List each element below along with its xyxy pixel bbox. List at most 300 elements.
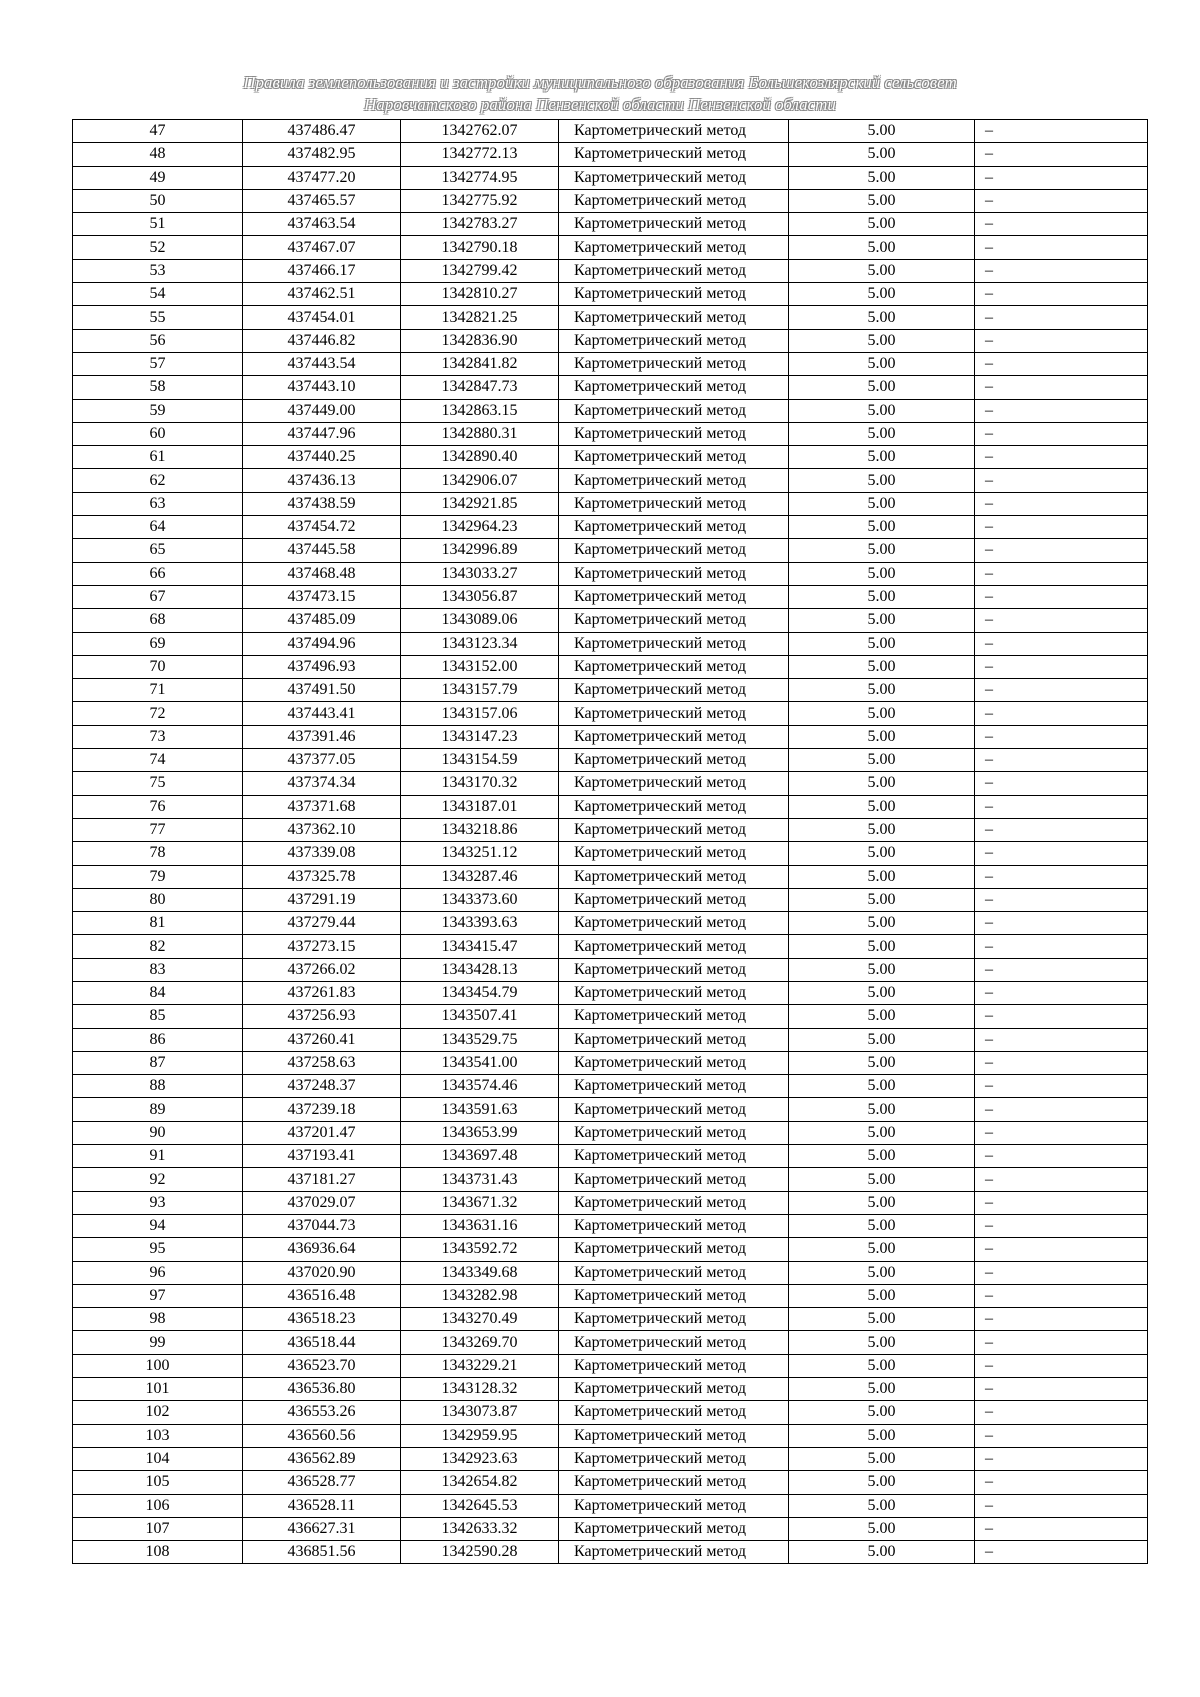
method-cell: Картометрический метод (559, 399, 789, 422)
table-row (73, 120, 1148, 143)
description-cell: – (975, 1331, 1148, 1354)
method-cell: Картометрический метод (559, 376, 789, 399)
table-row (73, 539, 1148, 562)
method-cell: Картометрический метод (559, 888, 789, 911)
method-cell: Картометрический метод (559, 842, 789, 865)
point-number-cell: 58 (73, 376, 243, 399)
table-row (73, 912, 1148, 935)
x-coordinate-cell: 437466.17 (243, 259, 401, 282)
method-cell: Картометрический метод (559, 1261, 789, 1284)
y-coordinate-cell: 1343154.59 (401, 749, 559, 772)
description-cell: – (975, 1447, 1148, 1470)
table-row (73, 1075, 1148, 1098)
y-coordinate-cell: 1343415.47 (401, 935, 559, 958)
accuracy-cell: 5.00 (789, 935, 975, 958)
description-cell: – (975, 399, 1148, 422)
description-cell: – (975, 1168, 1148, 1191)
y-coordinate-cell: 1343393.63 (401, 912, 559, 935)
method-cell: Картометрический метод (559, 1541, 789, 1564)
method-cell: Картометрический метод (559, 912, 789, 935)
point-number-cell: 57 (73, 352, 243, 375)
method-cell: Картометрический метод (559, 795, 789, 818)
accuracy-cell: 5.00 (789, 1494, 975, 1517)
x-coordinate-cell: 437260.41 (243, 1028, 401, 1051)
table-row (73, 422, 1148, 445)
y-coordinate-cell: 1342906.07 (401, 469, 559, 492)
x-coordinate-cell: 437494.96 (243, 632, 401, 655)
point-number-cell: 104 (73, 1447, 243, 1470)
point-number-cell: 62 (73, 469, 243, 492)
method-cell: Картометрический метод (559, 1214, 789, 1237)
point-number-cell: 90 (73, 1121, 243, 1144)
method-cell: Картометрический метод (559, 1168, 789, 1191)
point-number-cell: 52 (73, 236, 243, 259)
point-number-cell: 75 (73, 772, 243, 795)
accuracy-cell: 5.00 (789, 888, 975, 911)
point-number-cell: 107 (73, 1517, 243, 1540)
table-row (73, 725, 1148, 748)
accuracy-cell: 5.00 (789, 1447, 975, 1470)
point-number-cell: 105 (73, 1471, 243, 1494)
method-cell: Картометрический метод (559, 562, 789, 585)
y-coordinate-cell: 1342790.18 (401, 236, 559, 259)
point-number-cell: 82 (73, 935, 243, 958)
description-cell: – (975, 1214, 1148, 1237)
accuracy-cell: 5.00 (789, 236, 975, 259)
x-coordinate-cell: 437325.78 (243, 865, 401, 888)
table-row (73, 1168, 1148, 1191)
accuracy-cell: 5.00 (789, 213, 975, 236)
accuracy-cell: 5.00 (789, 1051, 975, 1074)
x-coordinate-cell: 437377.05 (243, 749, 401, 772)
method-cell: Картометрический метод (559, 446, 789, 469)
x-coordinate-cell: 437044.73 (243, 1214, 401, 1237)
table-row (73, 352, 1148, 375)
x-coordinate-cell: 437462.51 (243, 283, 401, 306)
table-row (73, 1028, 1148, 1051)
y-coordinate-cell: 1342880.31 (401, 422, 559, 445)
table-row (73, 1284, 1148, 1307)
method-cell: Картометрический метод (559, 1447, 789, 1470)
description-cell: – (975, 1517, 1148, 1540)
y-coordinate-cell: 1342810.27 (401, 283, 559, 306)
y-coordinate-cell: 1343671.32 (401, 1191, 559, 1214)
description-cell: – (975, 655, 1148, 678)
table-row (73, 1308, 1148, 1331)
accuracy-cell: 5.00 (789, 329, 975, 352)
x-coordinate-cell: 437020.90 (243, 1261, 401, 1284)
point-number-cell: 92 (73, 1168, 243, 1191)
accuracy-cell: 5.00 (789, 795, 975, 818)
y-coordinate-cell: 1343541.00 (401, 1051, 559, 1074)
accuracy-cell: 5.00 (789, 1424, 975, 1447)
y-coordinate-cell: 1342841.82 (401, 352, 559, 375)
x-coordinate-cell: 436627.31 (243, 1517, 401, 1540)
point-number-cell: 47 (73, 120, 243, 143)
point-number-cell: 56 (73, 329, 243, 352)
table-row (73, 1145, 1148, 1168)
y-coordinate-cell: 1343229.21 (401, 1354, 559, 1377)
table-row (73, 166, 1148, 189)
y-coordinate-cell: 1342863.15 (401, 399, 559, 422)
method-cell: Картометрический метод (559, 1238, 789, 1261)
method-cell: Картометрический метод (559, 1471, 789, 1494)
table-row (73, 259, 1148, 282)
y-coordinate-cell: 1342799.42 (401, 259, 559, 282)
y-coordinate-cell: 1342821.25 (401, 306, 559, 329)
description-cell: – (975, 259, 1148, 282)
point-number-cell: 59 (73, 399, 243, 422)
method-cell: Картометрический метод (559, 679, 789, 702)
x-coordinate-cell: 436528.77 (243, 1471, 401, 1494)
point-number-cell: 80 (73, 888, 243, 911)
x-coordinate-cell: 437445.58 (243, 539, 401, 562)
description-cell: – (975, 1378, 1148, 1401)
y-coordinate-cell: 1343529.75 (401, 1028, 559, 1051)
accuracy-cell: 5.00 (789, 702, 975, 725)
method-cell: Картометрический метод (559, 516, 789, 539)
description-cell: – (975, 865, 1148, 888)
y-coordinate-cell: 1342847.73 (401, 376, 559, 399)
table-row (73, 842, 1148, 865)
x-coordinate-cell: 437193.41 (243, 1145, 401, 1168)
description-cell: – (975, 888, 1148, 911)
table-row (73, 1121, 1148, 1144)
y-coordinate-cell: 1342633.32 (401, 1517, 559, 1540)
method-cell: Картометрический метод (559, 1028, 789, 1051)
x-coordinate-cell: 437496.93 (243, 655, 401, 678)
description-cell: – (975, 1308, 1148, 1331)
description-cell: – (975, 702, 1148, 725)
description-cell: – (975, 725, 1148, 748)
method-cell: Картометрический метод (559, 865, 789, 888)
point-number-cell: 101 (73, 1378, 243, 1401)
description-cell: – (975, 1238, 1148, 1261)
x-coordinate-cell: 437258.63 (243, 1051, 401, 1074)
accuracy-cell: 5.00 (789, 1517, 975, 1540)
y-coordinate-cell: 1343349.68 (401, 1261, 559, 1284)
description-cell: – (975, 1098, 1148, 1121)
method-cell: Картометрический метод (559, 1401, 789, 1424)
table-row (73, 702, 1148, 725)
method-cell: Картометрический метод (559, 1051, 789, 1074)
coordinates-table-body (73, 120, 1148, 1564)
x-coordinate-cell: 437339.08 (243, 842, 401, 865)
x-coordinate-cell: 437443.41 (243, 702, 401, 725)
point-number-cell: 93 (73, 1191, 243, 1214)
point-number-cell: 95 (73, 1238, 243, 1261)
description-cell: – (975, 585, 1148, 608)
accuracy-cell: 5.00 (789, 469, 975, 492)
description-cell: – (975, 1145, 1148, 1168)
x-coordinate-cell: 437438.59 (243, 492, 401, 515)
description-cell: – (975, 1121, 1148, 1144)
table-row (73, 1005, 1148, 1028)
y-coordinate-cell: 1343697.48 (401, 1145, 559, 1168)
header-line-1: Правила землепользования и застройки муниципального образования Большекозлярский сельсовет (243, 73, 957, 92)
description-cell: – (975, 120, 1148, 143)
y-coordinate-cell: 1343591.63 (401, 1098, 559, 1121)
x-coordinate-cell: 437443.54 (243, 352, 401, 375)
point-number-cell: 76 (73, 795, 243, 818)
accuracy-cell: 5.00 (789, 772, 975, 795)
method-cell: Картометрический метод (559, 1005, 789, 1028)
table-row (73, 1424, 1148, 1447)
y-coordinate-cell: 1342890.40 (401, 446, 559, 469)
description-cell: – (975, 492, 1148, 515)
x-coordinate-cell: 437468.48 (243, 562, 401, 585)
x-coordinate-cell: 436523.70 (243, 1354, 401, 1377)
accuracy-cell: 5.00 (789, 1238, 975, 1261)
description-cell: – (975, 469, 1148, 492)
point-number-cell: 81 (73, 912, 243, 935)
table-row (73, 1517, 1148, 1540)
accuracy-cell: 5.00 (789, 679, 975, 702)
coordinates-table (72, 119, 1148, 1564)
accuracy-cell: 5.00 (789, 749, 975, 772)
point-number-cell: 70 (73, 655, 243, 678)
description-cell: – (975, 1354, 1148, 1377)
description-cell: – (975, 1261, 1148, 1284)
method-cell: Картометрический метод (559, 236, 789, 259)
description-cell: – (975, 236, 1148, 259)
table-row (73, 1261, 1148, 1284)
accuracy-cell: 5.00 (789, 562, 975, 585)
table-row (73, 749, 1148, 772)
y-coordinate-cell: 1342590.28 (401, 1541, 559, 1564)
method-cell: Картометрический метод (559, 539, 789, 562)
table-row (73, 492, 1148, 515)
y-coordinate-cell: 1343123.34 (401, 632, 559, 655)
method-cell: Картометрический метод (559, 725, 789, 748)
y-coordinate-cell: 1342654.82 (401, 1471, 559, 1494)
y-coordinate-cell: 1343147.23 (401, 725, 559, 748)
y-coordinate-cell: 1342964.23 (401, 516, 559, 539)
description-cell: – (975, 422, 1148, 445)
method-cell: Картометрический метод (559, 632, 789, 655)
y-coordinate-cell: 1343631.16 (401, 1214, 559, 1237)
x-coordinate-cell: 436562.89 (243, 1447, 401, 1470)
point-number-cell: 91 (73, 1145, 243, 1168)
x-coordinate-cell: 437477.20 (243, 166, 401, 189)
table-row (73, 236, 1148, 259)
table-row (73, 1447, 1148, 1470)
description-cell: – (975, 679, 1148, 702)
x-coordinate-cell: 437465.57 (243, 189, 401, 212)
accuracy-cell: 5.00 (789, 958, 975, 981)
accuracy-cell: 5.00 (789, 1401, 975, 1424)
x-coordinate-cell: 436560.56 (243, 1424, 401, 1447)
y-coordinate-cell: 1342645.53 (401, 1494, 559, 1517)
table-row (73, 1471, 1148, 1494)
x-coordinate-cell: 437201.47 (243, 1121, 401, 1144)
table-row (73, 1541, 1148, 1564)
accuracy-cell: 5.00 (789, 283, 975, 306)
method-cell: Картометрический метод (559, 1517, 789, 1540)
x-coordinate-cell: 437374.34 (243, 772, 401, 795)
description-cell: – (975, 935, 1148, 958)
description-cell: – (975, 1401, 1148, 1424)
x-coordinate-cell: 437256.93 (243, 1005, 401, 1028)
point-number-cell: 97 (73, 1284, 243, 1307)
method-cell: Картометрический метод (559, 143, 789, 166)
table-row (73, 888, 1148, 911)
point-number-cell: 96 (73, 1261, 243, 1284)
table-row (73, 306, 1148, 329)
accuracy-cell: 5.00 (789, 1261, 975, 1284)
accuracy-cell: 5.00 (789, 609, 975, 632)
table-row (73, 189, 1148, 212)
method-cell: Картометрический метод (559, 1075, 789, 1098)
description-cell: – (975, 283, 1148, 306)
method-cell: Картометрический метод (559, 958, 789, 981)
method-cell: Картометрический метод (559, 1284, 789, 1307)
method-cell: Картометрический метод (559, 749, 789, 772)
point-number-cell: 54 (73, 283, 243, 306)
accuracy-cell: 5.00 (789, 352, 975, 375)
description-cell: – (975, 632, 1148, 655)
y-coordinate-cell: 1342923.63 (401, 1447, 559, 1470)
point-number-cell: 71 (73, 679, 243, 702)
accuracy-cell: 5.00 (789, 1121, 975, 1144)
x-coordinate-cell: 437239.18 (243, 1098, 401, 1121)
table-row (73, 772, 1148, 795)
x-coordinate-cell: 437440.25 (243, 446, 401, 469)
x-coordinate-cell: 437463.54 (243, 213, 401, 236)
table-row (73, 609, 1148, 632)
method-cell: Картометрический метод (559, 1121, 789, 1144)
description-cell: – (975, 329, 1148, 352)
description-cell: – (975, 609, 1148, 632)
point-number-cell: 98 (73, 1308, 243, 1331)
method-cell: Картометрический метод (559, 422, 789, 445)
point-number-cell: 89 (73, 1098, 243, 1121)
x-coordinate-cell: 437266.02 (243, 958, 401, 981)
y-coordinate-cell: 1343574.46 (401, 1075, 559, 1098)
table-row (73, 376, 1148, 399)
table-row (73, 865, 1148, 888)
method-cell: Картометрический метод (559, 306, 789, 329)
method-cell: Картометрический метод (559, 585, 789, 608)
table-row (73, 1354, 1148, 1377)
method-cell: Картометрический метод (559, 772, 789, 795)
point-number-cell: 72 (73, 702, 243, 725)
y-coordinate-cell: 1342774.95 (401, 166, 559, 189)
accuracy-cell: 5.00 (789, 1028, 975, 1051)
table-row (73, 1238, 1148, 1261)
x-coordinate-cell: 436518.44 (243, 1331, 401, 1354)
y-coordinate-cell: 1343653.99 (401, 1121, 559, 1144)
x-coordinate-cell: 436536.80 (243, 1378, 401, 1401)
accuracy-cell: 5.00 (789, 1214, 975, 1237)
table-row (73, 469, 1148, 492)
accuracy-cell: 5.00 (789, 632, 975, 655)
x-coordinate-cell: 437391.46 (243, 725, 401, 748)
point-number-cell: 63 (73, 492, 243, 515)
accuracy-cell: 5.00 (789, 655, 975, 678)
description-cell: – (975, 749, 1148, 772)
point-number-cell: 60 (73, 422, 243, 445)
point-number-cell: 51 (73, 213, 243, 236)
method-cell: Картометрический метод (559, 352, 789, 375)
header-line-2: Наровчатского района Пензенской области Пензенской области (364, 95, 836, 114)
method-cell: Картометрический метод (559, 702, 789, 725)
description-cell: – (975, 166, 1148, 189)
accuracy-cell: 5.00 (789, 143, 975, 166)
x-coordinate-cell: 437279.44 (243, 912, 401, 935)
accuracy-cell: 5.00 (789, 818, 975, 841)
y-coordinate-cell: 1343251.12 (401, 842, 559, 865)
y-coordinate-cell: 1343187.01 (401, 795, 559, 818)
method-cell: Картометрический метод (559, 189, 789, 212)
method-cell: Картометрический метод (559, 1191, 789, 1214)
table-row (73, 679, 1148, 702)
description-cell: – (975, 189, 1148, 212)
page-header (0, 72, 1200, 116)
x-coordinate-cell: 437482.95 (243, 143, 401, 166)
table-row (73, 1191, 1148, 1214)
description-cell: – (975, 818, 1148, 841)
accuracy-cell: 5.00 (789, 585, 975, 608)
y-coordinate-cell: 1343373.60 (401, 888, 559, 911)
description-cell: – (975, 143, 1148, 166)
table-row (73, 329, 1148, 352)
description-cell: – (975, 1191, 1148, 1214)
point-number-cell: 53 (73, 259, 243, 282)
description-cell: – (975, 1075, 1148, 1098)
accuracy-cell: 5.00 (789, 1331, 975, 1354)
method-cell: Картометрический метод (559, 1494, 789, 1517)
y-coordinate-cell: 1343428.13 (401, 958, 559, 981)
y-coordinate-cell: 1343128.32 (401, 1378, 559, 1401)
method-cell: Картометрический метод (559, 120, 789, 143)
table-row (73, 446, 1148, 469)
accuracy-cell: 5.00 (789, 492, 975, 515)
point-number-cell: 87 (73, 1051, 243, 1074)
description-cell: – (975, 842, 1148, 865)
y-coordinate-cell: 1343282.98 (401, 1284, 559, 1307)
description-cell: – (975, 376, 1148, 399)
method-cell: Картометрический метод (559, 1354, 789, 1377)
method-cell: Картометрический метод (559, 1378, 789, 1401)
table-row (73, 1378, 1148, 1401)
y-coordinate-cell: 1343270.49 (401, 1308, 559, 1331)
method-cell: Картометрический метод (559, 259, 789, 282)
x-coordinate-cell: 437248.37 (243, 1075, 401, 1098)
accuracy-cell: 5.00 (789, 1284, 975, 1307)
description-cell: – (975, 352, 1148, 375)
accuracy-cell: 5.00 (789, 1005, 975, 1028)
point-number-cell: 106 (73, 1494, 243, 1517)
y-coordinate-cell: 1342762.07 (401, 120, 559, 143)
x-coordinate-cell: 437473.15 (243, 585, 401, 608)
table-row (73, 1214, 1148, 1237)
point-number-cell: 86 (73, 1028, 243, 1051)
accuracy-cell: 5.00 (789, 422, 975, 445)
y-coordinate-cell: 1343269.70 (401, 1331, 559, 1354)
table-row (73, 935, 1148, 958)
method-cell: Картометрический метод (559, 1331, 789, 1354)
y-coordinate-cell: 1343507.41 (401, 1005, 559, 1028)
y-coordinate-cell: 1342772.13 (401, 143, 559, 166)
accuracy-cell: 5.00 (789, 842, 975, 865)
x-coordinate-cell: 436518.23 (243, 1308, 401, 1331)
x-coordinate-cell: 437181.27 (243, 1168, 401, 1191)
accuracy-cell: 5.00 (789, 376, 975, 399)
y-coordinate-cell: 1342836.90 (401, 329, 559, 352)
table-row (73, 632, 1148, 655)
y-coordinate-cell: 1343089.06 (401, 609, 559, 632)
